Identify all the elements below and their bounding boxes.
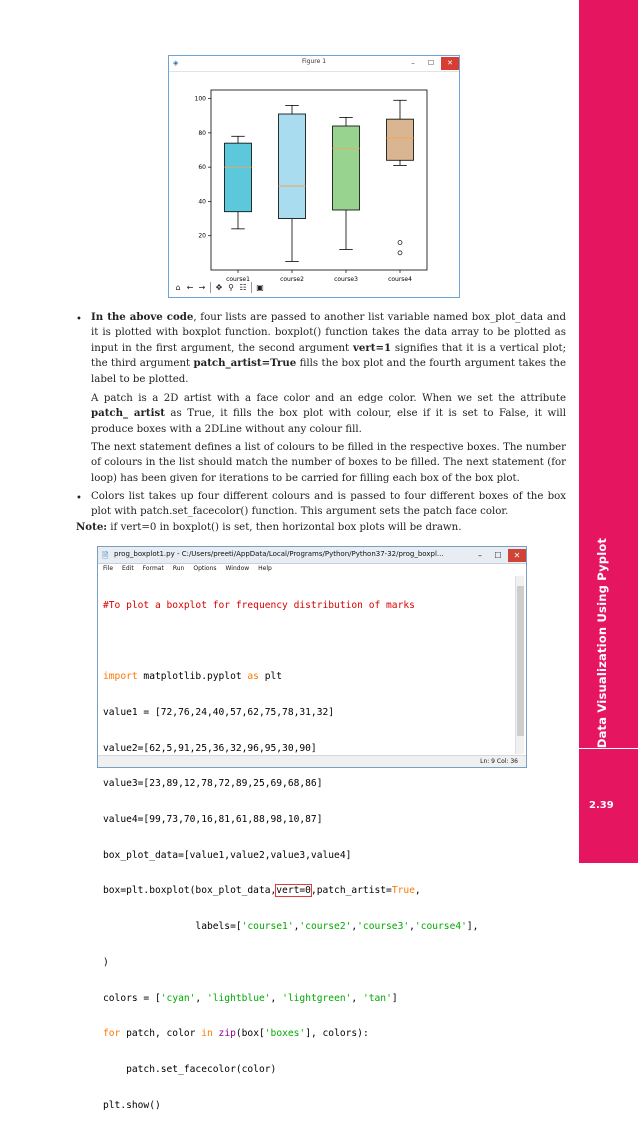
menu-file[interactable]: File bbox=[103, 565, 114, 572]
cursor-position: Ln: 9 Col: 36 bbox=[480, 758, 518, 765]
status-bar bbox=[98, 755, 526, 767]
menu-run[interactable]: Run bbox=[172, 565, 185, 572]
python-file-icon: 🗎 bbox=[102, 551, 109, 560]
code-editor-window bbox=[97, 546, 527, 1111]
code-line: box=plt.boxplot(box_plot_data,vert=0,patch_artist=True, bbox=[103, 885, 421, 897]
home-icon[interactable]: ⌂ bbox=[175, 283, 181, 292]
menu-options[interactable]: Options bbox=[193, 565, 217, 572]
configure-icon[interactable]: ☷ bbox=[239, 283, 247, 292]
paragraph-1: In the above code, four lists are passed to another list variable named box_plot_data and it is plotted with boxplot function. boxplot() function takes the data array to be plotted as input in the first argument, the second argument vert=1 signifies that it is a vertical plot; the third argument patch_artist=True fills the box plot and the fourth argument takes the label to be plotted. bbox=[91, 311, 567, 385]
save-icon[interactable]: ▣ bbox=[256, 283, 264, 292]
code-window-title: prog_boxplot1.py - C:/Users/preeti/AppData/Local/Programs/Python/Python37-32/prog_boxpl... bbox=[114, 550, 444, 558]
box-course3 bbox=[333, 126, 360, 210]
minimize-button[interactable]: – bbox=[411, 59, 415, 67]
code-line: box_plot_data=[value1,value2,value3,value4] bbox=[103, 849, 352, 861]
x-tick-label: course4 bbox=[388, 276, 412, 283]
minimize-button[interactable]: – bbox=[478, 551, 482, 560]
menu-edit[interactable]: Edit bbox=[122, 565, 134, 572]
close-button[interactable]: ✕ bbox=[441, 57, 459, 70]
code-line: value2=[62,5,91,25,36,32,96,95,30,90] bbox=[103, 742, 317, 754]
code-line: for patch, color in zip(box['boxes'], colors): bbox=[103, 1028, 369, 1040]
paragraph-3: The next statement defines a list of colours to be filled in the respective boxes. The number of colours in the list should match the number of boxes to be filled. The next statement (for loop) has been given for iterations to be carried for filling each box of the box plot. bbox=[91, 442, 566, 484]
x-tick-label: course1 bbox=[226, 276, 250, 283]
boxplot-chart bbox=[169, 72, 459, 282]
highlighted-argument: vert=0 bbox=[276, 885, 311, 897]
paragraph-2: A patch is a 2D artist with a face color and an edge color. When we set the attribute patch_ artist as True, it fills the box plot with colour, else if it is set to False, it will produce boxes with a 2DLine without any colour fill. bbox=[91, 393, 566, 435]
figure-window bbox=[168, 55, 460, 298]
code-line: value1 = [72,76,24,40,57,62,75,78,31,32] bbox=[103, 706, 335, 718]
code-line: value4=[99,73,70,16,81,61,88,98,10,87] bbox=[103, 814, 323, 826]
back-arrow-icon[interactable]: ← bbox=[186, 283, 194, 292]
code-line: patch.set_facecolor(color) bbox=[103, 1063, 277, 1075]
close-button[interactable]: ✕ bbox=[508, 549, 526, 562]
outlier-point bbox=[398, 251, 402, 255]
toolbar-separator bbox=[210, 282, 211, 293]
figure-toolbar bbox=[173, 282, 265, 294]
chapter-title: Data Visualization Using Pyplot bbox=[595, 537, 610, 748]
menu-bar bbox=[98, 564, 526, 574]
code-line bbox=[103, 636, 508, 648]
vertical-scrollbar[interactable] bbox=[515, 576, 524, 754]
code-line: ) bbox=[103, 956, 109, 968]
toolbar-separator bbox=[251, 282, 252, 293]
code-line: plt.show() bbox=[103, 1099, 161, 1111]
box-course1 bbox=[225, 143, 252, 212]
paragraph-4: Colors list takes up four different colours and is passed to four different boxes of the box plot with patch.set_facecolor() function. This argument sets the patch face color. bbox=[91, 491, 566, 518]
note: Note: if vert=0 in boxplot() is set, then horizontal box plots will be drawn. bbox=[76, 521, 462, 533]
pan-icon[interactable]: ✥ bbox=[215, 283, 223, 292]
zoom-icon[interactable]: ⚲ bbox=[228, 283, 234, 292]
outlier-point bbox=[398, 241, 402, 245]
code-line: value3=[23,89,12,78,72,89,25,69,68,86] bbox=[103, 778, 323, 790]
scroll-thumb[interactable] bbox=[517, 586, 524, 736]
menu-format[interactable]: Format bbox=[142, 565, 164, 572]
maximize-button[interactable]: ☐ bbox=[427, 59, 435, 67]
figure-titlebar bbox=[169, 56, 459, 72]
box-course2 bbox=[279, 114, 306, 219]
code-line: labels=['course1','course2','course3','course4'], bbox=[103, 921, 479, 933]
x-tick-label: course2 bbox=[280, 276, 304, 283]
figure-app-icon: ◈ bbox=[173, 59, 179, 67]
code-line: import matplotlib.pyplot as plt bbox=[103, 671, 283, 683]
bullet-1: • bbox=[76, 314, 82, 325]
forward-arrow-icon[interactable]: → bbox=[198, 283, 206, 292]
menu-help[interactable]: Help bbox=[258, 565, 272, 572]
menu-window[interactable]: Window bbox=[225, 565, 250, 572]
code-titlebar bbox=[98, 547, 526, 564]
band-divider bbox=[579, 748, 638, 749]
code-line: colors = ['cyan', 'lightblue', 'lightgreen', 'tan'] bbox=[103, 992, 398, 1004]
y-tick-label: 100 bbox=[194, 95, 206, 103]
y-tick-label: 20 bbox=[198, 232, 206, 240]
code-line: #To plot a boxplot for frequency distribution of marks bbox=[103, 599, 415, 611]
y-tick-label: 60 bbox=[198, 164, 206, 172]
x-tick-label: course3 bbox=[334, 276, 358, 283]
maximize-button[interactable]: ☐ bbox=[494, 551, 502, 560]
y-tick-label: 80 bbox=[198, 129, 206, 137]
bullet-2: • bbox=[76, 493, 82, 504]
page-number: 2.39 bbox=[589, 800, 614, 811]
y-tick-label: 40 bbox=[198, 198, 206, 206]
box-course4 bbox=[387, 119, 414, 160]
figure-title: Figure 1 bbox=[301, 58, 327, 65]
